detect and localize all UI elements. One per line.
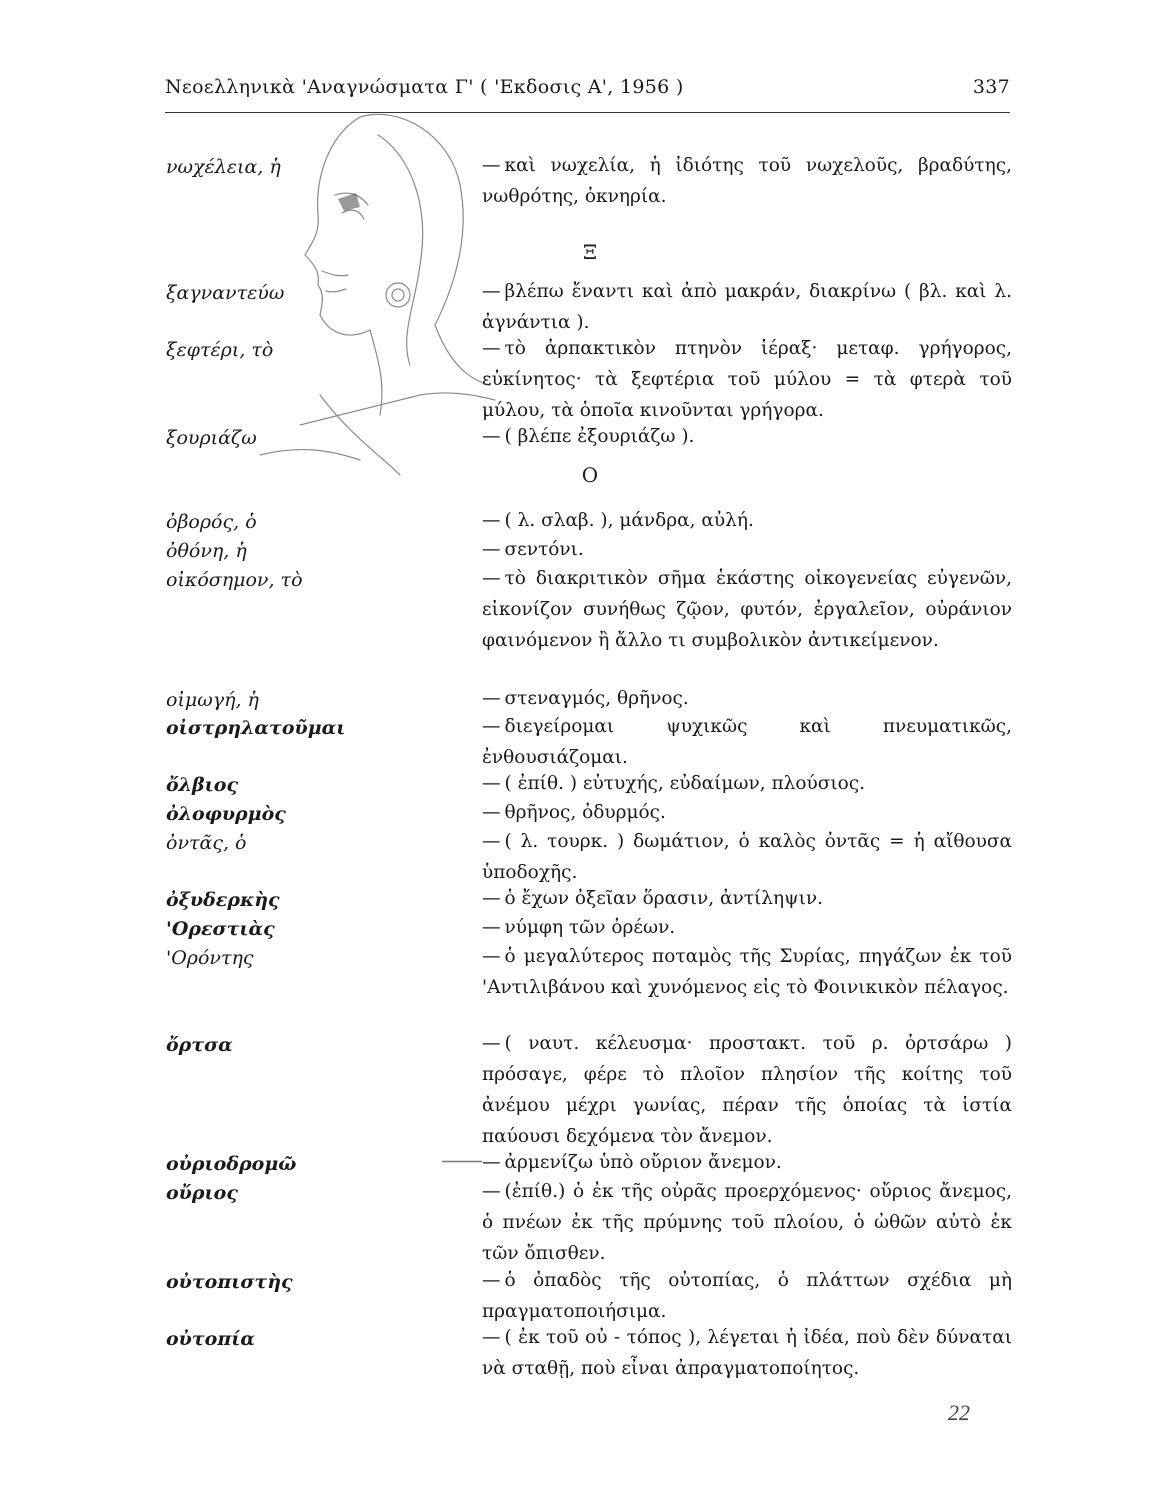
term-oistrilatoumai: οἰστρηλατοῦμαι xyxy=(166,717,346,739)
book-title: Νεοελληνικὰ 'Αναγνώσματα Γ' ( 'Εκδοσις Α', 1956 ) xyxy=(165,76,684,98)
term-olvios: ὄλβιος xyxy=(166,774,239,796)
definition-oistrilatoumai: — διεγείρομαι ψυχικῶς καὶ πνευματικῶς, ἐνθουσιάζομαι. xyxy=(482,716,1012,768)
definition-oxyderkis: — ὁ ἔχων ὀξεῖαν ὅρασιν, ἀντίληψιν. xyxy=(482,888,823,909)
term-outopistis: οὐτοπιστὴς xyxy=(166,1271,293,1293)
term-olofyrmos: ὀλοφυρμὸς xyxy=(166,803,286,825)
term-xefteri: ξεφτέρι, τὸ xyxy=(166,339,274,361)
definition-ortsa: — ( ναυτ. κέλευσμα· προστακτ. τοῦ ρ. ὀρτσάρω ) πρόσαγε, φέρε τὸ πλοῖον πλησίον τῆς κοίτης τοῦ ἀνέμου μέχρι γωνίας, πέραν τῆς ὁποίας τὰ ἱστία παύουσι δεχόμενα τὸν ἄνεμον. xyxy=(482,1033,1012,1147)
definition-oimogi: — στεναγμός, θρῆνος. xyxy=(482,688,689,709)
term-xagnanteuo: ξαγναντεύω xyxy=(166,282,285,304)
definition-outopistis: — ὁ ὀπαδὸς τῆς οὐτοπίας, ὁ πλάττων σχέδια μὴ πραγματοποιήσιμα. xyxy=(482,1270,1012,1322)
term-oxyderkis: ὀξυδερκὴς xyxy=(166,889,280,911)
signature-number: 22 xyxy=(948,1400,970,1425)
term-outopia: οὐτοπία xyxy=(166,1328,256,1350)
definition-orestias: — νύμφη τῶν ὀρέων. xyxy=(482,917,676,938)
term-orontis: 'Ορόντης xyxy=(166,947,254,969)
woman-profile-sketch-icon xyxy=(260,95,500,515)
definition-olofyrmos: — θρῆνος, ὀδυρμός. xyxy=(482,802,666,823)
term-ourios: οὔριος xyxy=(166,1182,238,1204)
term-ouriodromo: οὐριοδρομῶ xyxy=(166,1153,297,1175)
term-orestias: 'Ορεστιὰς xyxy=(166,918,275,940)
definition-xouriazo: — ( βλέπε ἐξουριάζω ). xyxy=(482,426,695,447)
definition-xagnanteuo: — βλέπω ἔναντι καὶ ἀπὸ μακράν, διακρίνω ( βλ. καὶ λ. ἀγνάντια ). xyxy=(482,281,1012,333)
definition-ovoros: — ( λ. σλαβ. ), μάνδρα, αὐλή. xyxy=(482,510,754,531)
definition-nochelia: — καὶ νωχελία, ἡ ἰδιότης τοῦ νωχελοῦς, βραδύτης, νωθρότης, ὀκνηρία. xyxy=(482,155,1012,207)
term-oikosimon: οἰκόσημον, τὸ xyxy=(166,569,303,591)
definition-outopia: — ( ἐκ τοῦ οὐ - τόπος ), λέγεται ἡ ἰδέα, ποὺ δὲν δύναται νὰ σταθῇ, ποὺ εἶναι ἀπραγματοποίητος. xyxy=(482,1327,1012,1379)
term-nochelia: νωχέλεια, ἡ xyxy=(166,156,281,178)
term-ovoros: ὀβορός, ὁ xyxy=(166,511,257,533)
definition-olvios: — ( ἐπίθ. ) εὐτυχής, εὐδαίμων, πλούσιος. xyxy=(482,773,866,794)
definition-othoni: — σεντόνι. xyxy=(482,539,584,560)
section-letter-omicron: Ο xyxy=(581,463,599,487)
definition-ouriodromo: — ἀρμενίζω ὑπὸ οὔριον ἄνεμον. xyxy=(482,1152,782,1173)
definition-orontis: — ὁ μεγαλύτερος ποταμὸς τῆς Συρίας, πηγάζων ἐκ τοῦ 'Αντιλιβάνου καὶ χυνόμενος εἰς τὸ Φοινικικὸν πέλαγος. xyxy=(482,946,1012,998)
definition-ontas: — ( λ. τουρκ. ) δωμάτιον, ὁ καλὸς ὀντᾶς = ἡ αἴθουσα ὑποδοχῆς. xyxy=(482,831,1012,883)
pencil-dash-mark-icon xyxy=(442,1160,482,1163)
definition-oikosimon: — τὸ διακριτικὸν σῆμα ἑκάστης οἰκογενείας εὐγενῶν, εἰκονίζον συνήθως ζῷον, φυτόν, ἐργαλεῖον, οὐράνιον φαινόμενον ἢ ἄλλο τι συμβολικὸν ἀντικείμενον. xyxy=(482,568,1012,651)
definition-xefteri: — τὸ ἁρπακτικὸν πτηνὸν ἱέραξ· μεταφ. γρήγορος, εὐκίνητος· τὰ ξεφτέρια τοῦ μύλου = τὰ φτερὰ τοῦ μύλου, τὰ ὁποῖα κινοῦνται γρήγορα. xyxy=(482,338,1012,421)
section-letter-xi: Ξ xyxy=(582,240,598,264)
definition-ourios: — (ἐπίθ.) ὁ ἐκ τῆς οὐρᾶς προερχόμενος· οὔριος ἄνεμος, ὁ πνέων ἐκ τῆς πρύμνης τοῦ πλοίου, ὁ ὠθῶν αὐτὸ ἐκ τῶν ὄπισθεν. xyxy=(482,1181,1012,1264)
term-oimogi: οἰμωγή, ἡ xyxy=(166,689,259,711)
term-ontas: ὀντᾶς, ὁ xyxy=(166,832,247,854)
term-othoni: ὀθόνη, ἡ xyxy=(166,540,247,562)
term-xouriazo: ξουριάζω xyxy=(166,427,257,449)
page-number: 337 xyxy=(972,76,1010,98)
term-ortsa: ὄρτσα xyxy=(166,1034,233,1056)
